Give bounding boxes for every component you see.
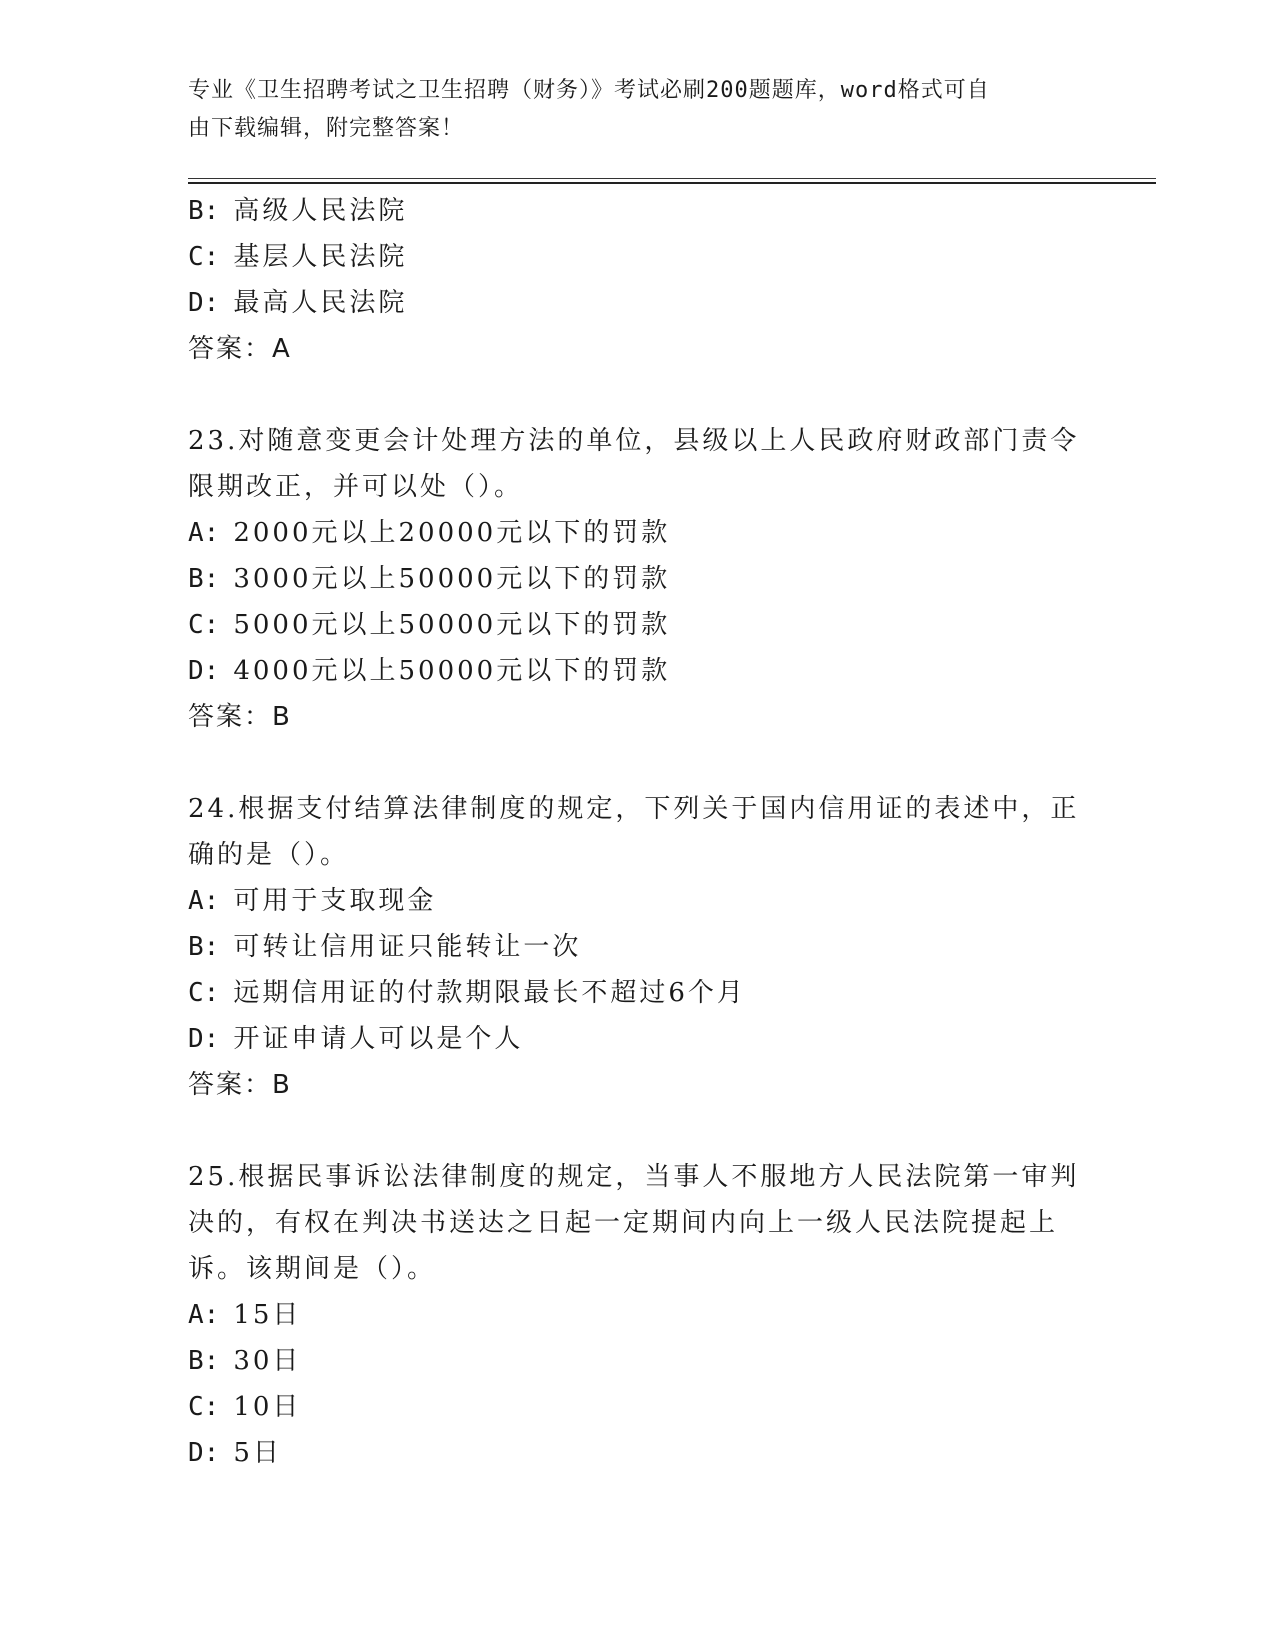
option-text: 开证申请人可以是个人 [233, 1024, 524, 1054]
question-25 [188, 1154, 1088, 1476]
stem-line: 诉。该期间是（）。 [188, 1254, 437, 1284]
option-text: 可转让信用证只能转让一次 [233, 932, 582, 962]
option-d [188, 1430, 1088, 1476]
option-text: 10日 [233, 1392, 302, 1422]
option-a [188, 878, 1088, 924]
option-letter: B: [188, 932, 220, 962]
question-24 [188, 786, 1088, 1108]
document-body [188, 188, 1088, 1476]
question-22-continued [188, 188, 1088, 372]
stem-line: 决的，有权在判决书送达之日起一定期间内向上一级人民法院提起上 [188, 1208, 1059, 1238]
option-letter: C: [188, 242, 220, 272]
option-letter: D: [188, 656, 220, 686]
spacer [188, 740, 1088, 786]
option-text: 可用于支取现金 [233, 886, 437, 916]
stem-line: 确的是（）。 [188, 840, 350, 870]
option-letter: B: [188, 196, 220, 226]
option-text: 基层人民法院 [233, 242, 408, 272]
option-text: 5000元以上50000元以下的罚款 [233, 610, 671, 640]
option-d [188, 1016, 1088, 1062]
option-letter: B: [188, 564, 220, 594]
question-stem [188, 418, 1088, 510]
question-23 [188, 418, 1088, 740]
spacer [188, 1108, 1088, 1154]
question-stem [188, 786, 1088, 878]
option-letter: A: [188, 1300, 220, 1330]
option-text: 最高人民法院 [233, 288, 408, 318]
option-text: 5日 [233, 1438, 282, 1468]
option-letter: A: [188, 886, 220, 916]
answer-line: 答案：B [188, 702, 292, 732]
spacer [188, 372, 1088, 418]
option-a [188, 1292, 1088, 1338]
option-letter: B: [188, 1346, 220, 1376]
answer-line: 答案：A [188, 334, 292, 364]
option-letter: A: [188, 518, 220, 548]
option-d [188, 280, 1088, 326]
option-c [188, 602, 1088, 648]
option-b [188, 556, 1088, 602]
stem-line: 24.根据支付结算法律制度的规定，下列关于国内信用证的表述中，正 [188, 794, 1080, 824]
answer-line: 答案：B [188, 1070, 292, 1100]
option-text: 4000元以上50000元以下的罚款 [233, 656, 671, 686]
stem-line: 限期改正，并可以处（）。 [188, 472, 524, 502]
option-letter: C: [188, 978, 220, 1008]
question-stem [188, 1154, 1088, 1292]
option-text: 远期信用证的付款期限最长不超过6个月 [233, 978, 746, 1008]
option-text: 15日 [233, 1300, 302, 1330]
option-text: 2000元以上20000元以下的罚款 [233, 518, 671, 548]
option-text: 3000元以上50000元以下的罚款 [233, 564, 671, 594]
option-b [188, 924, 1088, 970]
stem-line: 25.根据民事诉讼法律制度的规定，当事人不服地方人民法院第一审判 [188, 1162, 1080, 1192]
option-text: 30日 [233, 1346, 302, 1376]
option-letter: D: [188, 1024, 220, 1054]
option-d [188, 648, 1088, 694]
option-c [188, 234, 1088, 280]
option-letter: C: [188, 610, 220, 640]
header-divider-thick [188, 182, 1156, 184]
stem-line: 23.对随意变更会计处理方法的单位，县级以上人民政府财政部门责令 [188, 426, 1080, 456]
header-line-1: 专业《卫生招聘考试之卫生招聘（财务）》考试必刷200题题库，word格式可自 [188, 78, 990, 103]
option-text: 高级人民法院 [233, 196, 408, 226]
option-letter: D: [188, 288, 220, 318]
option-c [188, 1384, 1088, 1430]
header-divider-thin [188, 178, 1156, 179]
option-b [188, 1338, 1088, 1384]
option-b [188, 188, 1088, 234]
option-letter: D: [188, 1438, 220, 1468]
option-c [188, 970, 1088, 1016]
option-letter: C: [188, 1392, 220, 1422]
option-a [188, 510, 1088, 556]
document-header [188, 72, 1068, 148]
header-line-2: 由下载编辑，附完整答案！ [188, 116, 465, 141]
